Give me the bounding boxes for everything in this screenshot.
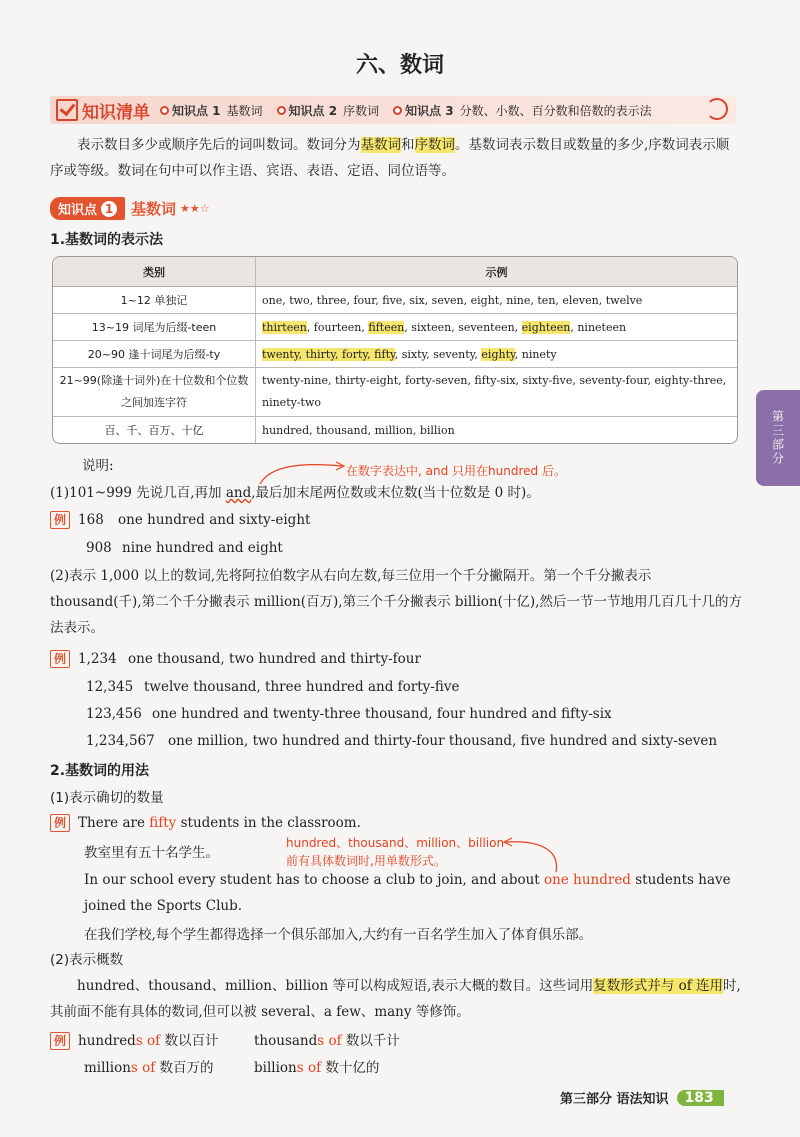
example-2: 例 1,234 one thousand, two hundred and thirty-four	[50, 646, 421, 672]
example-2b: 12,345 twelve thousand, three hundred and forty-five	[86, 679, 460, 695]
knowledge-point-1-header: 知识点 1 基数词 ★★☆	[50, 197, 210, 220]
banner-point-2: 知识点 2 序数词	[277, 102, 380, 119]
checkbox-icon	[56, 99, 78, 121]
section-1-title: 1.基数词的表示法	[50, 232, 164, 248]
table-row: 百、千、百万、十亿 hundred, thousand, million, billion	[53, 416, 737, 443]
example-4a: 例 hundreds of 数以百计	[50, 1028, 218, 1054]
table-row: 13~19 词尾为后缀-teen thirteen, fourteen, fifteen, sixteen, seventeen, eighteen, nineteen	[53, 313, 737, 340]
banner-head: 知识清单	[56, 98, 150, 123]
circle-icon	[160, 106, 169, 115]
page-footer: 第三部分 语法知识 183	[560, 1088, 724, 1107]
table-header-category: 类别	[53, 257, 256, 287]
intro-paragraph: 表示数目多少或顺序先后的词叫数词。数词分为基数词和序数词。基数词表示数目或数量的多少,序数词表示顺序或等级。数词在句中可以作主语、宾语、表语、定语、同位语等。	[50, 137, 730, 179]
table-row: 21~99(除逢十词外)在十位数和个位数之间加连字符 twenty-nine, thirty-eight, forty-seven, fifty-six, sixty-five, seventy-four, eighty-three, ninety-two	[53, 367, 737, 416]
banner-point-1: 知识点 1 基数词	[160, 102, 263, 119]
note-singular-form: hundred、thousand、million、billion 前有具体数词时,用单数形式。	[286, 836, 505, 868]
subsection-2: (2)表示概数	[50, 952, 124, 968]
page-number: 183	[677, 1090, 724, 1106]
example-3-zh: 教室里有五十名学生。	[84, 845, 219, 861]
circle-icon	[393, 106, 402, 115]
example-1: 例 168 one hundred and sixty-eight	[50, 507, 310, 533]
rule-3: hundred、thousand、million、billion 等可以构成短语,表示大概的数目。这些词用复数形式并与 of 连用时,其前面不能有具体的数词,但可以被 several、a few、many 等修饰。	[50, 978, 741, 1020]
section-2-title: 2.基数词的用法	[50, 763, 150, 779]
cardinal-table	[52, 256, 738, 444]
example-3: 例 There are fifty students in the classroom.	[50, 810, 361, 836]
example-3b: In our school every student has to choose a club to join, and about one hundred students have joined the Sports Club.	[84, 872, 731, 914]
banner-point-3: 知识点 3 分数、小数、百分数和倍数的表示法	[393, 102, 652, 119]
example-3b-zh: 在我们学校,每个学生都得选择一个俱乐部加入,大约有一百名学生加入了体育俱乐部。	[84, 927, 593, 943]
knowledge-list-banner	[50, 96, 736, 124]
example-2c: 123,456 one hundred and twenty-three thousand, four hundred and fifty-six	[86, 706, 612, 722]
explain-label: 说明:	[82, 458, 114, 474]
table-row: 20~90 逢十词尾为后缀-ty twenty, thirty, forty, fifty, sixty, seventy, eighty, ninety	[53, 340, 737, 367]
example-2d: 1,234,567 one million, two hundred and thirty-four thousand, five hundred and sixty-seven	[86, 733, 718, 749]
side-tab-part-three[interactable]: 第三部分	[756, 390, 800, 486]
subsection-1: (1)表示确切的数量	[50, 790, 164, 806]
example-4d: billions of 数十亿的	[254, 1060, 380, 1076]
page-title: 六、数词	[355, 53, 444, 78]
rule-1: (1)101~999 先说几百,再加 and,最后加末尾两位数或末位数(当十位数是 0 时)。	[50, 485, 540, 501]
note-and-usage: 在数字表达中, and 只用在hundred 后。	[346, 464, 566, 478]
table-header-example: 示例	[256, 257, 737, 287]
spiral-icon	[706, 98, 728, 120]
rule-2: (2)表示 1,000 以上的数词,先将阿拉伯数字从右向左数,每三位用一个千分撇隔开。第一个千分撇表示 thousand(千),第二个千分撇表示 million(百万),第三个千分撇表示 billion(十亿),然后一节一节地用几百几十几的方法表示。	[50, 568, 742, 636]
table-row: 1~12 单独记 one, two, three, four, five, six, seven, eight, nine, ten, eleven, twelve	[53, 287, 737, 313]
example-1b: 908 nine hundred and eight	[86, 540, 283, 556]
teen-examples: thirteen, fourteen, fifteen, sixteen, seventeen, eighteen, nineteen	[256, 313, 737, 340]
circle-icon	[277, 106, 286, 115]
example-4b: thousands of 数以千计	[254, 1033, 400, 1049]
example-4c: millions of 数百万的	[84, 1060, 214, 1076]
star-rating-icon: ★★☆	[180, 202, 210, 215]
ty-examples: twenty, thirty, forty, fifty, sixty, seventy, eighty, ninety	[256, 340, 737, 367]
